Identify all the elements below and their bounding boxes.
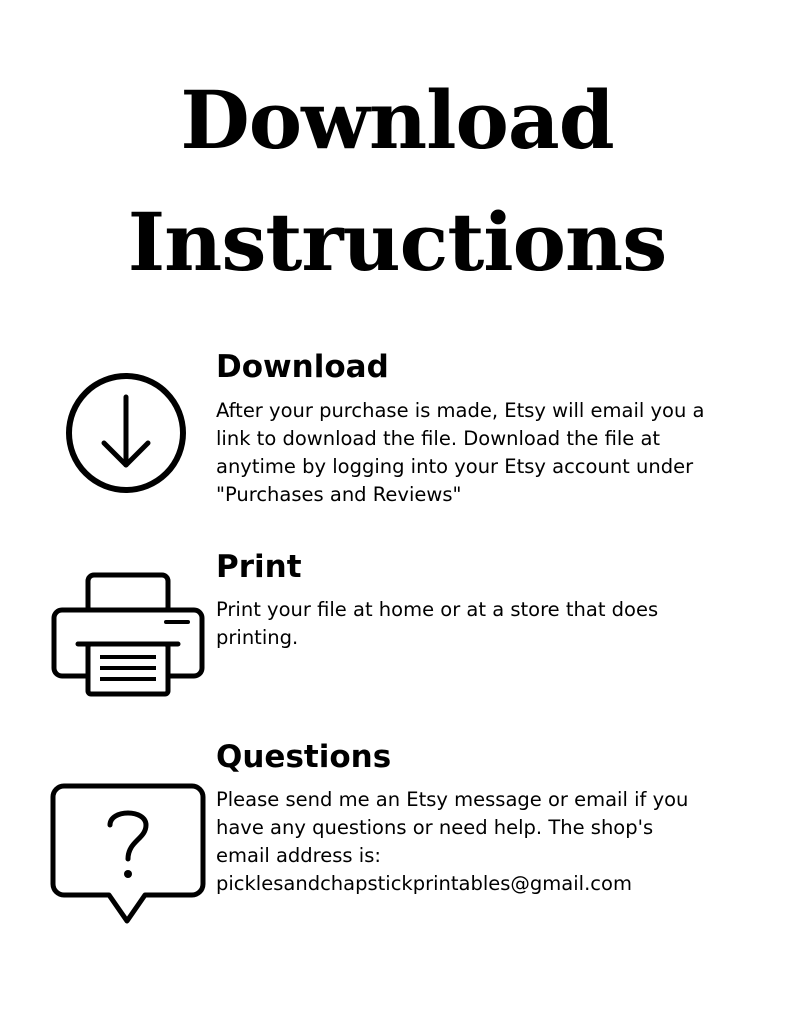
page-title-line-1: Download bbox=[180, 73, 614, 167]
questions-description-line: Please send me an Etsy message or email if you bbox=[216, 788, 689, 811]
print-description bbox=[216, 596, 776, 652]
download-description bbox=[216, 397, 776, 509]
download-description-line: "Purchases and Reviews" bbox=[216, 483, 462, 506]
print-description-line: Print your file at home or at a store that does bbox=[216, 598, 659, 621]
question-speech-bubble-icon bbox=[50, 783, 206, 927]
download-description-line: link to download the file. Download the file at bbox=[216, 427, 661, 450]
download-description-line: anytime by logging into your Etsy account under bbox=[216, 455, 694, 478]
print-heading: Print bbox=[216, 549, 302, 585]
questions-description-line: email address is: bbox=[216, 844, 381, 867]
printer-icon bbox=[50, 572, 206, 698]
questions-description bbox=[216, 786, 776, 898]
download-heading: Download bbox=[216, 349, 389, 385]
print-description-line: printing. bbox=[216, 626, 299, 649]
shop-email-address: picklesandchapstickprintables@gmail.com bbox=[216, 872, 632, 895]
download-description-line: After your purchase is made, Etsy will email you a bbox=[216, 399, 705, 422]
questions-heading: Questions bbox=[216, 739, 392, 775]
download-arrow-circle-icon bbox=[64, 371, 188, 495]
page-title-line-2: Instructions bbox=[127, 195, 667, 289]
questions-description-line: have any questions or need help. The shop's bbox=[216, 816, 654, 839]
